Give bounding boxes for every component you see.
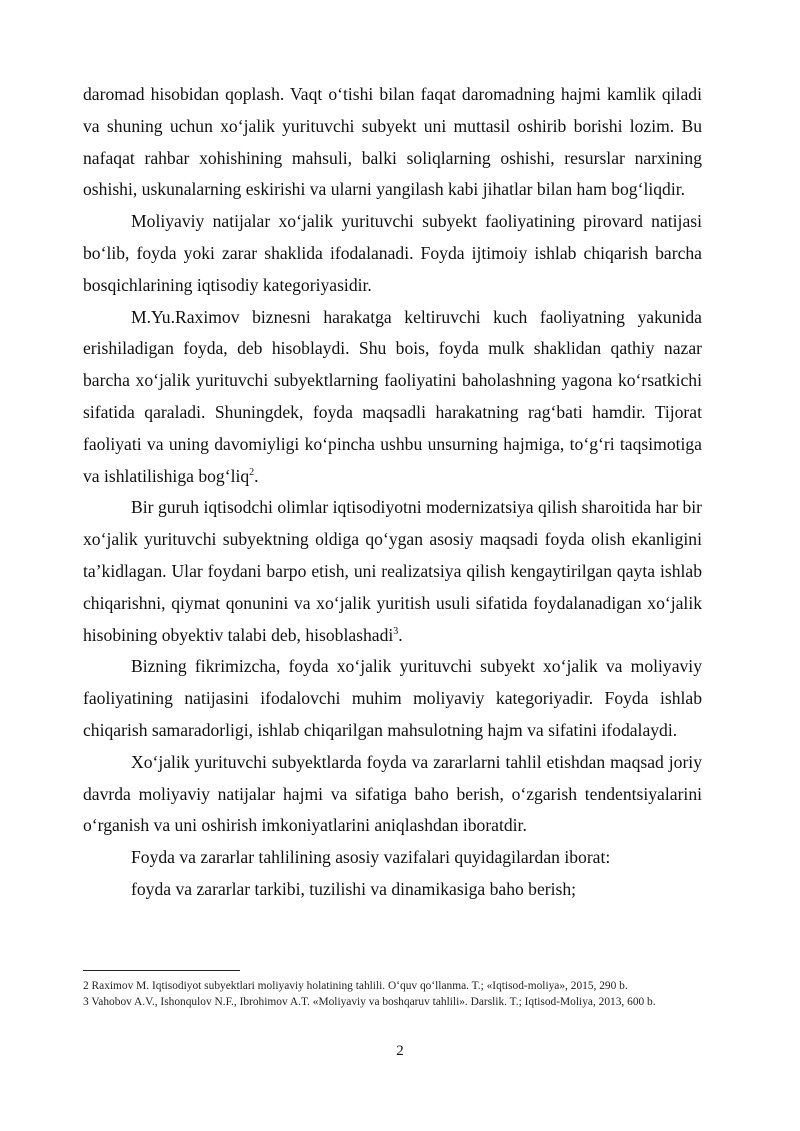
paragraph-2 bbox=[83, 206, 702, 301]
page-number: 2 bbox=[396, 1043, 404, 1059]
paragraph-text: M.Yu.Raximov biznesni harakatga keltiruvchi kuch faoliyatning yakunida erishiladigan foyda, deb hisoblaydi. Shu bois, foyda mulk shaklidan qathiy nazar barcha xo‘jalik yurituvchi subyektlarning faoliyatini baholashning yagona ko‘rsatkichi sifatida qaraladi. Shuningdek, foyda maqsadli harakatning rag‘bati hamdir. Tijorat faoliyati va uning davomiyligi ko‘pincha ushbu unsurning hajmiga, to‘g‘ri taqsimotiga va ishlatilishiga bog‘liq bbox=[83, 306, 702, 486]
paragraph-text: foyda va zararlar tarkibi, tuzilishi va dinamikasiga baho berish; bbox=[131, 878, 577, 899]
paragraph-tail: . bbox=[398, 624, 403, 645]
paragraph-text: Bir guruh iqtisodchi olimlar iqtisodiyotni modernizatsiya qilish sharoitida har bir xo‘jalik yurituvchi subyektning oldiga qo‘ygan asosiy maqsadi foyda olish ekanligini ta’kidlagan. Ular foydani barpo etish, uni realizatsiya qilish kengaytirilgan qayta ishlab chiqarishni, qiymat qonunini va xo‘jalik yuritish usuli sifatida foydalanadigan xo‘jalik hisobining obyektiv talabi deb, hisoblashadi bbox=[83, 497, 702, 645]
footnote-ref[interactable]: 2 bbox=[249, 466, 255, 478]
paragraph-6 bbox=[83, 747, 702, 842]
footnotes bbox=[83, 978, 713, 1010]
paragraph-text: Xo‘jalik yurituvchi subyektlarda foyda va zararlarni tahlil etishdan maqsad joriy davrda moliyaviy natijalar hajmi va sifatiga baho berish, o‘zgarish tendentsiyalarini o‘rganish va uni oshirish imkoniyatlarini aniqlashdan iboratdir. bbox=[83, 751, 702, 836]
paragraph-text: Foyda va zararlar tahlilining asosiy vazifalari quyidagilardan iborat: bbox=[131, 847, 611, 868]
footnote-ref[interactable]: 3 bbox=[393, 625, 399, 637]
footnote-3: 3 Vahobov A.V., Ishonqulov N.F., Ibrohimov A.T. «Moliyaviy va boshqaruv tahlili». Darslik. T.; Iqtisod-Moliya, 2013, 600 b. bbox=[83, 996, 656, 1008]
paragraph-text: daromad hisobidan qoplash. Vaqt o‘tishi bilan faqat daromadning hajmi kamlik qiladi va shuning uchun xo‘jalik yurituvchi subyekt uni muttasil oshirib borishi lozim. Bu nafaqat rahbar xohishining mahsuli, balki soliqlarning oshishi, resurslar narxining oshishi, uskunalarning eskirishi va ularni yangilash kabi jihatlar bilan ham bog‘liqdir. bbox=[83, 84, 702, 200]
paragraph-1 bbox=[83, 79, 702, 206]
paragraph-tail: . bbox=[254, 465, 259, 486]
body-text bbox=[83, 79, 702, 906]
paragraph-3 bbox=[83, 302, 702, 493]
paragraph-text: Bizning fikrimizcha, foyda xo‘jalik yurituvchi subyekt xo‘jalik va moliyaviy faoliyatining natijasini ifodalovchi muhim moliyaviy kategoriyadir. Foyda ishlab chiqarish samaradorligi, ishlab chiqarilgan mahsulotning hajm va sifatini ifodalaydi. bbox=[83, 656, 702, 740]
paragraph-4 bbox=[83, 492, 702, 651]
paragraph-text: Moliyaviy natijalar xo‘jalik yurituvchi subyekt faoliyatining pirovard natijasi bo‘lib, foyda yoki zarar shaklida ifodalanadi. Foyda ijtimoiy ishlab chiqarish barcha bosqichlarining iqtisodiy kategoriyasidir. bbox=[83, 211, 702, 295]
footnote-separator bbox=[83, 970, 240, 971]
paragraph-8 bbox=[83, 874, 702, 906]
paragraph-5 bbox=[83, 651, 702, 746]
paragraph-7 bbox=[83, 842, 702, 874]
footnote-2: 2 Raximov M. Iqtisodiyot subyektlari moliyaviy holatining tahlili. O‘quv qo‘llanma. T.; «Iqtisod-moliya», 2015, 290 b. bbox=[83, 980, 628, 992]
